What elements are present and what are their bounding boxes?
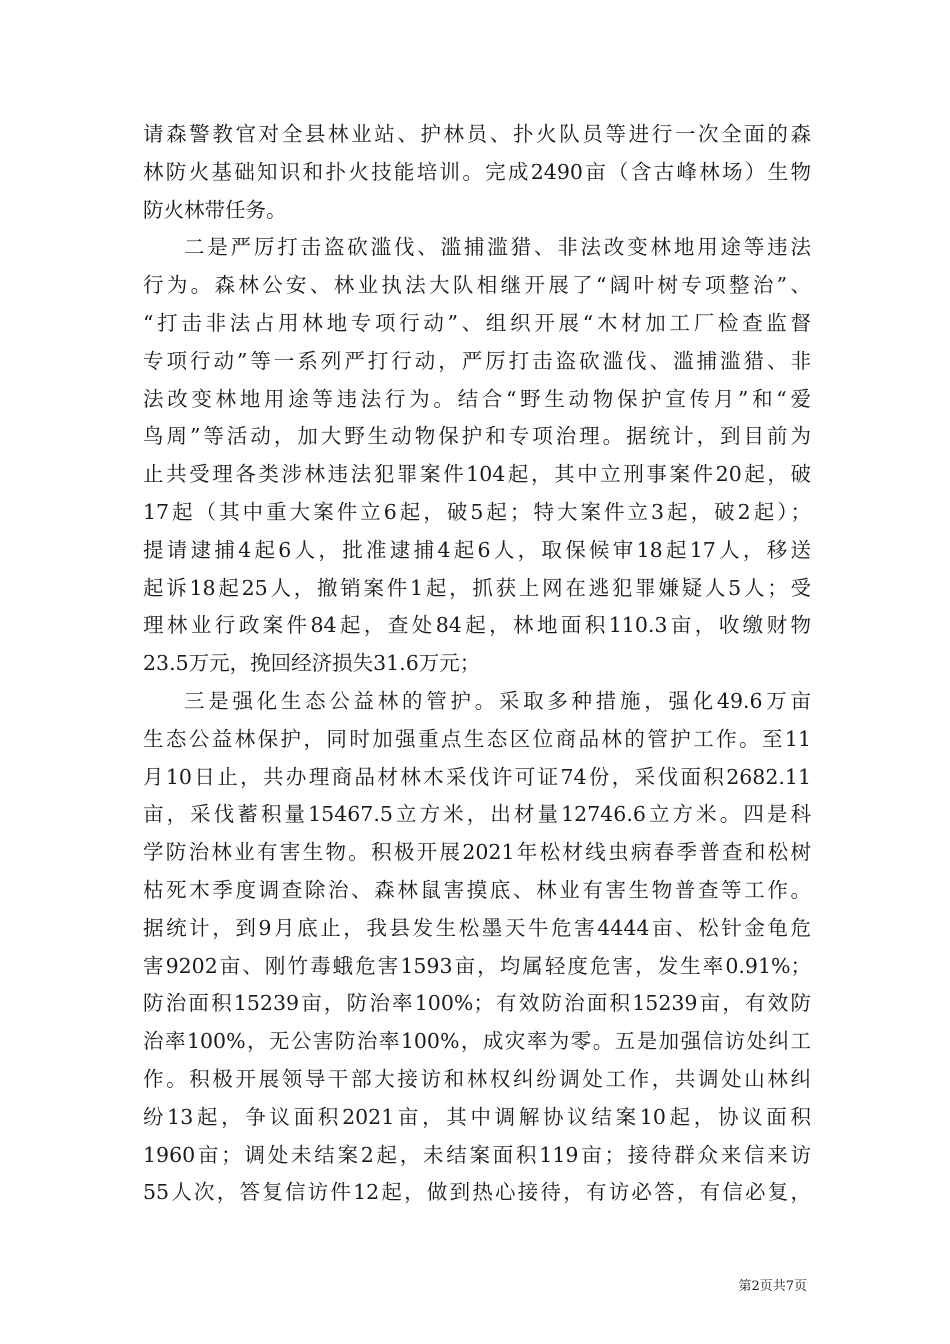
text-line: 1960亩；调处未结案2起，未结案面积119亩；接待群众来信来访 [143,1142,811,1167]
text-line: 行为。森林公安、林业执法大队相继开展了“阔叶树专项整治”、 [143,273,811,298]
text-line: 纷13起，争议面积2021亩，其中调解协议结案10起，协议面积 [143,1104,811,1129]
text-line: 17起（其中重大案件立6起，破5起；特大案件立3起，破2起）； [143,499,811,524]
text-line: 林防火基础知识和扑火技能培训。完成2490亩（含古峰林场）生物 [143,159,811,184]
document-body [143,116,811,1212]
text-line: 55人次，答复信访件12起，做到热心接待，有访必答，有信必复， [143,1180,811,1205]
text-line: 防治面积15239亩，防治率100%；有效防治面积15239亩，有效防 [143,991,811,1016]
text-line: 枯死木季度调查除治、森林鼠害摸底、林业有害生物普查等工作。 [143,877,811,902]
paragraph-first-line: 三是强化生态公益林的管护。采取多种措施，强化49.6万亩 [184,688,811,713]
text-line: 23.5万元，挽回经济损失31.6万元； [143,651,481,676]
paragraph-first-line: 二是严厉打击盗砍滥伐、滥捕滥猎、非法改变林地用途等违法 [184,235,811,260]
text-line: 请森警教官对全县林业站、护林员、扑火队员等进行一次全面的森 [143,122,811,146]
text-line: 起诉18起25人，撤销案件1起，抓获上网在逃犯罪嫌疑人5人；受 [143,575,811,600]
text-line: 鸟周”等活动，加大野生动物保护和专项治理。据统计，到目前为 [143,424,811,449]
text-line: 法改变林地用途等违法行为。结合“野生动物保护宣传月”和“爱 [143,386,811,411]
text-line: 防火林带任务。 [143,197,287,222]
text-line: 据统计，到9月底止，我县发生松墨天牛危害4444亩、松针金龟危 [143,915,811,940]
text-line: 生态公益林保护，同时加强重点生态区位商品林的管护工作。至11 [143,726,811,751]
text-line: 专项行动”等一系列严打行动，严厉打击盗砍滥伐、滥捕滥猎、非 [143,348,811,373]
text-line: 学防治林业有害生物。积极开展2021年松材线虫病春季普查和松树 [143,840,811,865]
text-line: “打击非法占用林地专项行动”、组织开展“木材加工厂检查监督 [143,310,811,335]
text-line: 害9202亩、刚竹毒蛾危害1593亩，均属轻度危害，发生率0.91%； [143,953,811,978]
text-line: 提请逮捕4起6人，批准逮捕4起6人，取保候审18起17人，移送 [143,537,811,562]
page-number: 第2页共7页 [738,1279,807,1294]
text-line: 亩，采伐蓄积量15467.5立方米，出材量12746.6立方米。四是科 [143,802,811,827]
text-line: 止共受理各类涉林违法犯罪案件104起，其中立刑事案件20起，破 [143,462,811,487]
text-line: 理林业行政案件84起，查处84起，林地面积110.3亩，收缴财物 [143,613,811,638]
text-line: 作。积极开展领导干部大接访和林权纠纷调处工作，共调处山林纠 [143,1066,811,1091]
text-line: 治率100%，无公害防治率100%，成灾率为零。五是加强信访处纠工 [143,1029,811,1054]
text-line: 月10日止，共办理商品材林木采伐许可证74份，采伐面积2682.11 [143,764,811,789]
